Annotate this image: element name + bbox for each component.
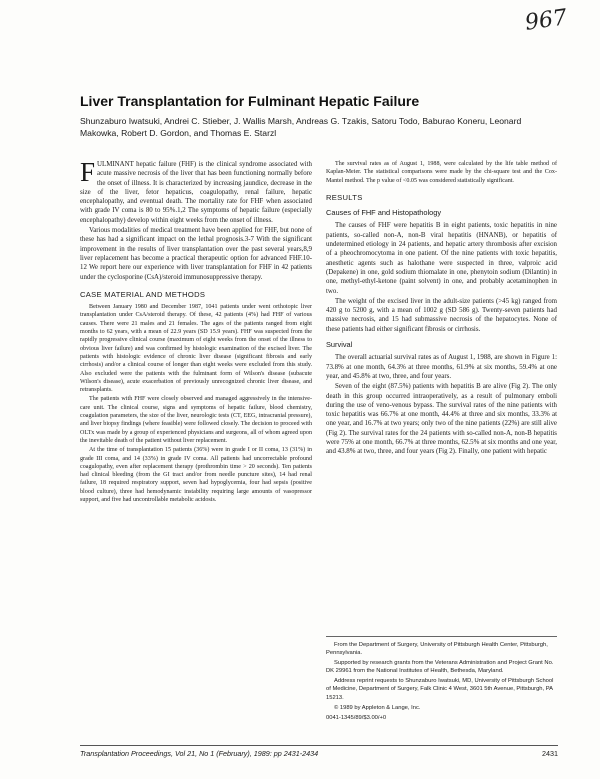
methods-paragraph-1: Between January 1980 and December 1987, 1041 patients under went orthotopic liver transplantation under CsA/steroid therapy. Of these, 42 patients (4%) had FHF of various causes. There were 21 males and 21 females. The ages of the patients ranged from eight months to 62 years, with a mean of 22.9 years (SD 15.9 years). FHF was suspected from the rapidly progressive clinical course (maximum of eight weeks from the onset of the illness to obvious liver failure) and was confirmed by histologic examination of the excised liver. The patients with histologic evidence of chronic liver disease (significant fibrosis and early cirrhosis) and/or a clinical course of longer than eight weeks were excluded from this study. Also excluded were the patients with the fulminant form of Wilson's disease (subacute Wilson's disease), acute exacerbation of previously unrecognized chronic liver disease, and retransplants. [80, 304, 312, 394]
page-number: 2431 [542, 749, 558, 758]
results-paragraph-3: The overall actuarial survival rates as of August 1, 1988, are shown in Figure 1: 73.8% at one month, 64.3% at three months, 61.9% at six months, 59.4% at one year, and 45.8% at two, three, and four years. [326, 354, 557, 380]
footnote-support: Supported by research grants from the Veterans Administration and Project Grant No. DK 29961 from the National Institutes of Health, Bethesda, Maryland. [326, 660, 554, 675]
footnote-reprints: Address reprint requests to Shunzaburo Iwatsuki, MD, University of Pittsburgh School of Medicine, Department of Surgery, Falk Clinic 4 West, 3601 5th Avenue, Pittsburgh, PA 15213. [326, 678, 554, 701]
methods-paragraph-3: At the time of transplantation 15 patients (36%) were in grade I or II coma, 13 (31%) in grade III coma, and 14 (33%) in grade IV coma. All patients had uncorrectable profound coagulopathy, even after replacement therapy (prothrombin time > 20 seconds). Ten patients had clinical bleeding (from the GI tract and/or from needle puncture sites), 14 had renal failure, 18 required respiratory support, seven had hypoglycemia, four had sepsis (positive blood culture), three had hemodynamic instability requiring large amounts of vasopressor support, and five had uncontrollable metabolic acidosis. [80, 447, 312, 503]
results-heading: RESULTS [326, 192, 363, 202]
methods-paragraph-2: The patients with FHF were closely observed and managed aggressively in the intensive-care unit. The clinical course, signs and symptoms of hepatic failure, blood chemistry, coagulation parameters, the size of the liver, neurologic tests (CT, EEG, intracranial pressure), and liver biopsy findings (where feasible) were followed closely. The decision to proceed with OLTx was made by a group of experienced physicians and surgeons, all of whom agreed upon the inevitable death of the patient without liver replacement. [80, 396, 312, 444]
right-column [326, 160, 557, 457]
drop-cap: F [80, 157, 96, 187]
footnote-copyright: © 1989 by Appleton & Lange, Inc. [334, 704, 421, 711]
footer-divider [80, 745, 558, 746]
footnote-code: 0041-1345/89/$3.00/+0 [326, 714, 387, 721]
results-paragraph-2: The weight of the excised liver in the adult-size patients (>45 kg) ranged from 420 g to 5200 g, with a mean of 1002 g (SD 586 g). Twenty-seven patients had massive necrosis, and 15 had submassive necrosis of the hepatocytes. None of these patients had either significant fibrosis or cirrhosis. [326, 297, 557, 333]
results-paragraph-4: Seven of the eight (87.5%) patients with hepatitis B are alive (Fig 2). The only death in this group occurred intraoperatively, as a result of pulmonary emboli during the use of veno-venous bypass. The survival rates of the nine patients with toxic hepatitis was 66.7% at one month, 44.4% at three and six months, 33.3% at one year, and 16.7% at two years; only two of the nine patients (22%) are still alive (Fig 2). The survival rates for the 24 patients with so-called non-A, non-B hepatitis were 75% at one month, 66.7% at three months, 62.5% at six months and one year, and 43.8% at two, three, and four years (Fig 2). Finally, one patient with hepatic [326, 383, 557, 456]
article-title: Liver Transplantation for Fulminant Hepatic Failure [80, 93, 420, 109]
handwritten-page-number: 967 [523, 5, 569, 36]
methods-heading: CASE MATERIAL AND METHODS [80, 289, 206, 299]
intro-paragraph-2: Various modalities of medical treatment have been applied for FHF, but none of these has had a significant impact on the lethal prognosis.3-7 With the significant improvement in the results of liver transplantation over the past several years,8,9 liver replacement has become a practical therapeutic option for advanced FHF.10-12 We report here our experience with liver transplantation for FHF in 42 patients under the cyclosporine (CsA)/steroid immunosuppressive therapy. [80, 227, 312, 281]
survival-subheading: Survival [326, 340, 353, 350]
intro-paragraph-1 [80, 157, 312, 225]
author-list: Shunzaburo Iwatsuki, Andrei C. Stieber, J. Wallis Marsh, Andreas G. Tzakis, Satoru Todo, Baburao Koneru, Leonard Makowka, Robert D. Gordon, and Thomas E. Starzl [80, 116, 522, 138]
footnote-affiliation: From the Department of Surgery, University of Pittsburgh Health Center, Pittsburgh, Pennsylvania. [326, 642, 548, 657]
causes-subheading: Causes of FHF and Histopathology [326, 208, 442, 218]
journal-citation: Transplantation Proceedings, Vol 21, No 1 (February), 1989: pp 2431-2434 [80, 749, 319, 758]
results-paragraph-1: The causes of FHF were hepatitis B in eight patients, toxic hepatitis in nine patients, so-called non-A, non-B viral hepatitis (HNANB), or hepatitis of undetermined etiology in 24 patients, and hepatic artery thrombosis after excision of a pheochromocytoma in one patient. Of the nine patients with toxic hepatitis, anesthetic agents such as halothane were suspected in three, valproic acid (Depakene) in one, gold sodium thiomalate in one, phenytoin sodium (Dilantin) in one, methyl-ethyl-ketone (paint solvent) in one, and probably acetaminophen in two. [326, 222, 557, 295]
statistics-note: The survival rates as of August 1, 1988, were calculated by the life table method of Kaplan-Meier. The statistical comparisons were made by the chi-square test and the Cox-Mantel method. The p value of <0.05 was considered statistically significant. [326, 161, 557, 184]
left-column [80, 157, 312, 504]
intro-text-1: ULMINANT hepatic failure (FHF) is the clinical syndrome associated with acute massive necrosis of the liver that has been functioning normally before the onset of illness. It is characterized by increasing jaundice, decrease in the size of the liver, fetor hepaticus, coagulopathy, renal failure, hepatic encephalopathy, and eventual death. The mortality rate for FHF when associated with grade IV coma is 80 to 95%.1,2 The symptoms of hepatic failure (especially encephalopathy) develop within eight weeks from the onset of illness. [80, 161, 312, 224]
footnotes [326, 636, 557, 724]
